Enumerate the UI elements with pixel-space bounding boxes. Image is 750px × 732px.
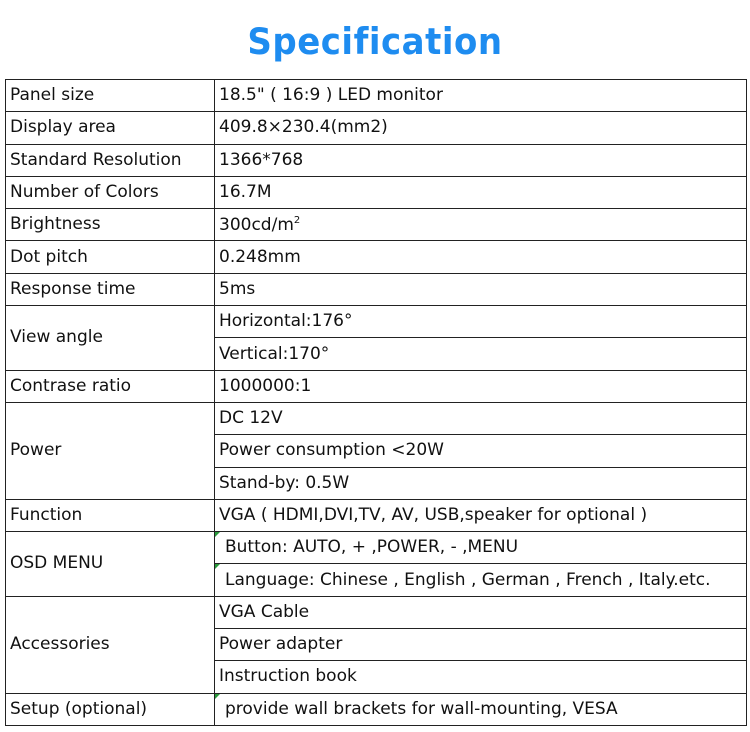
spec-label: Dot pitch — [6, 241, 215, 273]
spec-label: Power — [6, 402, 215, 499]
spec-label: Response time — [6, 273, 215, 305]
table-row — [6, 532, 747, 564]
spec-value: Instruction book — [215, 661, 747, 693]
spec-value: Vertical:170° — [215, 338, 747, 370]
spec-label: Standard Resolution — [6, 144, 215, 176]
spec-value: 409.8×230.4(mm2) — [215, 112, 747, 144]
table-row — [6, 273, 747, 305]
table-row — [6, 596, 747, 628]
spec-value — [215, 209, 747, 241]
spec-value: Stand-by: 0.5W — [215, 467, 747, 499]
spec-value: VGA ( HDMI,DVI,TV, AV, USB,speaker for optional ) — [215, 499, 747, 531]
spec-value: 1000000:1 — [215, 370, 747, 402]
spec-label: Panel size — [6, 80, 215, 112]
table-row — [6, 144, 747, 176]
spec-label: Setup (optional) — [6, 693, 215, 725]
spec-label: View angle — [6, 306, 215, 371]
spec-label: Accessories — [6, 596, 215, 693]
table-row — [6, 241, 747, 273]
brightness-value: 300cd/m — [219, 214, 294, 235]
spec-value: 16.7M — [215, 176, 747, 208]
spec-label: Function — [6, 499, 215, 531]
table-row — [6, 209, 747, 241]
spec-value: 5ms — [215, 273, 747, 305]
spec-value: Button: AUTO, + ,POWER, - ,MENU — [215, 532, 747, 564]
table-row — [6, 693, 747, 725]
spec-value: Language: Chinese , English , German , French , Italy.etc. — [215, 564, 747, 596]
table-row — [6, 112, 747, 144]
spec-label: Number of Colors — [6, 176, 215, 208]
table-row — [6, 370, 747, 402]
table-row — [6, 176, 747, 208]
spec-value: provide wall brackets for wall-mounting, VESA — [215, 693, 747, 725]
spec-value: 1366*768 — [215, 144, 747, 176]
spec-value: Power adapter — [215, 629, 747, 661]
spec-value: Horizontal:176° — [215, 306, 747, 338]
table-row — [6, 499, 747, 531]
table-row — [6, 306, 747, 338]
spec-label: OSD MENU — [6, 532, 215, 597]
page-title: Specification — [247, 20, 503, 64]
spec-value: DC 12V — [215, 402, 747, 434]
spec-value: 0.248mm — [215, 241, 747, 273]
spec-label: Display area — [6, 112, 215, 144]
spec-value: VGA Cable — [215, 596, 747, 628]
table-row — [6, 80, 747, 112]
spec-label: Contrase ratio — [6, 370, 215, 402]
specification-table — [5, 79, 747, 726]
spec-label: Brightness — [6, 209, 215, 241]
spec-value: Power consumption <20W — [215, 435, 747, 467]
table-row — [6, 402, 747, 434]
spec-value: 18.5" ( 16:9 ) LED monitor — [215, 80, 747, 112]
superscript: 2 — [293, 214, 301, 226]
